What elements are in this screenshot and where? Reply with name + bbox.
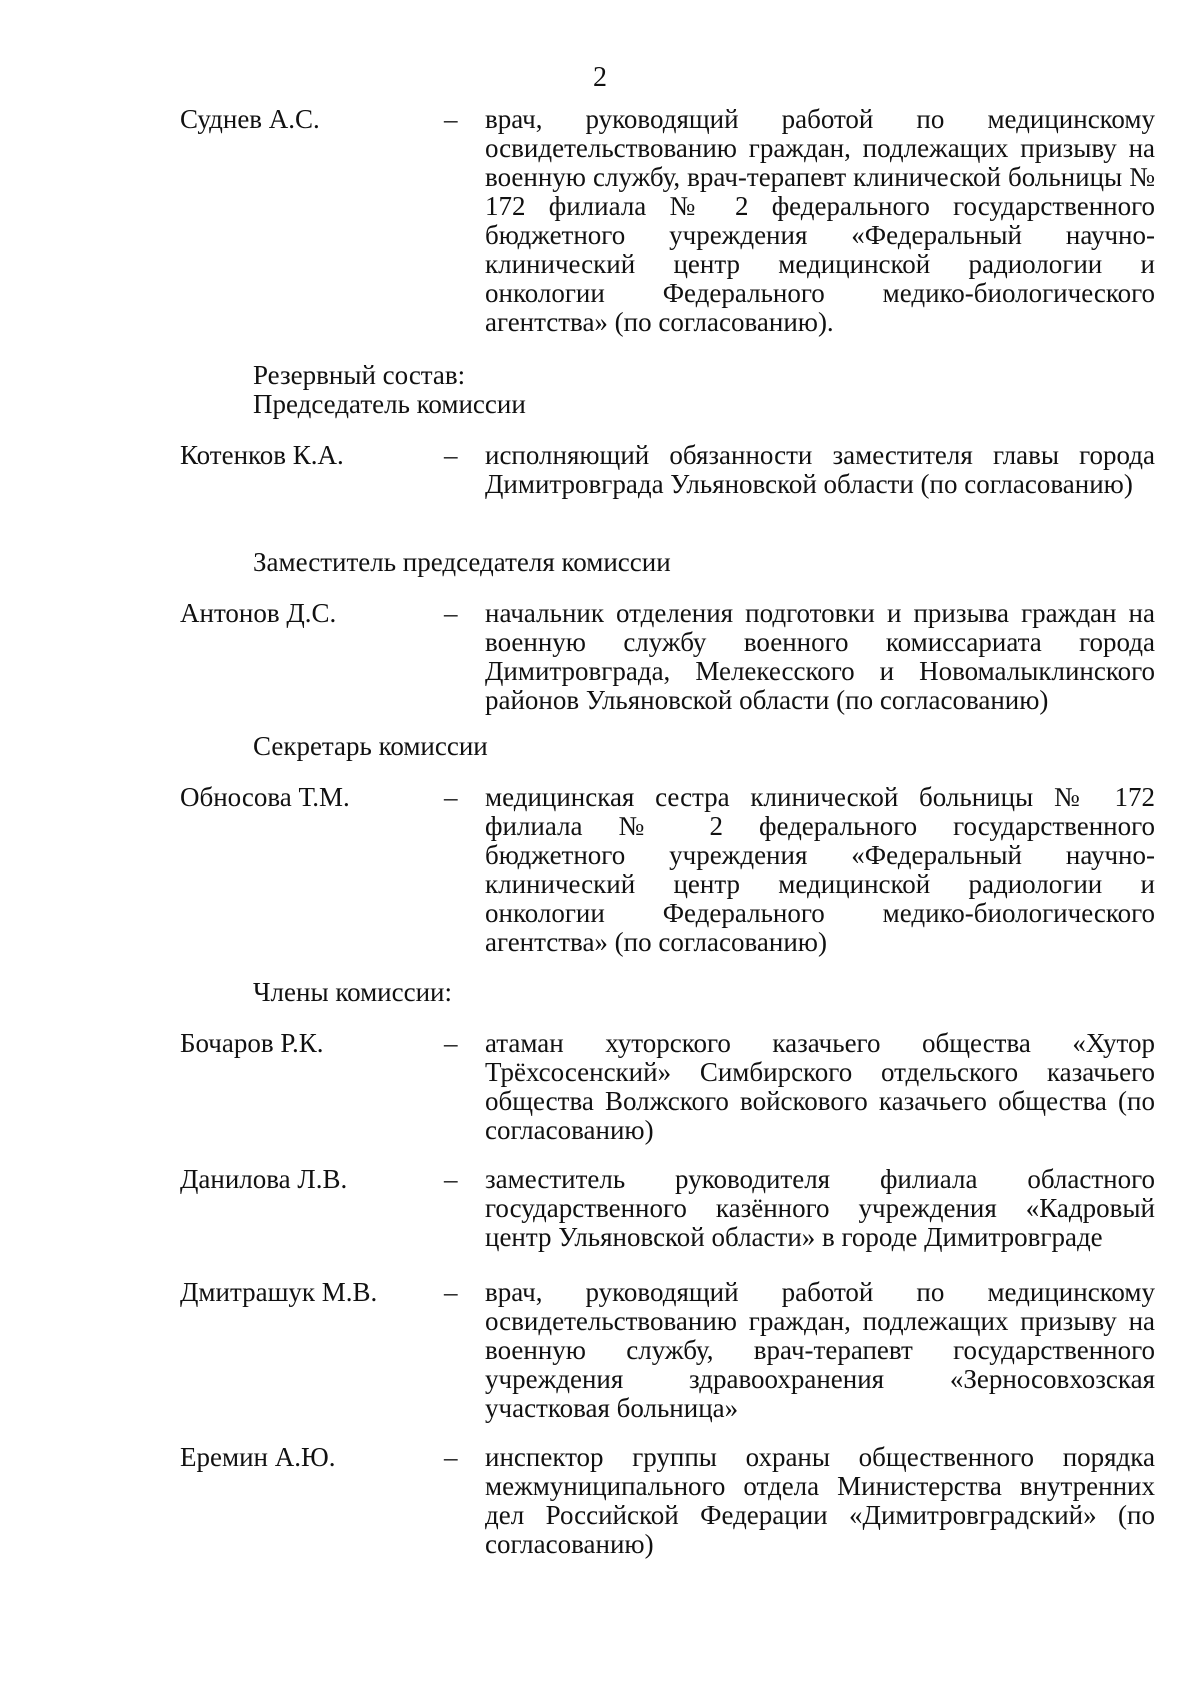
dash-separator: – bbox=[444, 1164, 458, 1194]
dash-separator: – bbox=[444, 598, 458, 628]
member-name: Данилова Л.В. bbox=[180, 1164, 348, 1194]
dash-separator: – bbox=[444, 104, 458, 134]
member-name: Еремин А.Ю. bbox=[180, 1442, 336, 1472]
member-name: Суднев А.С. bbox=[180, 104, 320, 134]
dash-separator: – bbox=[444, 1028, 458, 1058]
heading-chairman: Председатель комиссии bbox=[253, 389, 526, 419]
member-name: Бочаров Р.К. bbox=[180, 1028, 324, 1058]
member-description: медицинская сестра клинической больницы № 172 филиала № 2 федерального государственного бюджетного учреждения «Федеральный научно-клинический центр медицинской радиологии и онкологии Федерального медико-биологического агентства» (по согласованию) bbox=[485, 782, 1155, 957]
heading-secretary: Секретарь комиссии bbox=[253, 731, 488, 761]
member-name: Обносова Т.М. bbox=[180, 782, 350, 812]
member-description: атаман хуторского казачьего общества «Хутор Трёхсосенский» Симбирского отдельского казачьего общества Волжского войскового казачьего общества (по согласованию) bbox=[485, 1028, 1155, 1145]
heading-members: Члены комиссии: bbox=[253, 977, 452, 1007]
page-number: 2 bbox=[593, 62, 607, 93]
dash-separator: – bbox=[444, 440, 458, 470]
member-name: Антонов Д.С. bbox=[180, 598, 337, 628]
dash-separator: – bbox=[444, 1277, 458, 1307]
heading-deputy-chairman: Заместитель председателя комиссии bbox=[253, 547, 671, 577]
member-description: врач, руководящий работой по медицинскому освидетельствованию граждан, подлежащих призыву на военную службу, врач-терапевт клинической больницы № 172 филиала № 2 федерального государственного бюджетного учреждения «Федеральный научно-клинический центр медицинской радиологии и онкологии Федерального медико-биологического агентства» (по согласованию). bbox=[485, 104, 1155, 337]
member-description: заместитель руководителя филиала областного государственного казённого учреждения «Кадровый центр Ульяновской области» в городе Димитровграде bbox=[485, 1164, 1155, 1252]
member-description: врач, руководящий работой по медицинскому освидетельствованию граждан, подлежащих призыву на военную службу, врач-терапевт государственного учреждения здравоохранения «Зерносовхозская участковая больница» bbox=[485, 1277, 1155, 1423]
heading-reserve-composition: Резервный состав: bbox=[253, 360, 466, 390]
dash-separator: – bbox=[444, 782, 458, 812]
member-description: инспектор группы охраны общественного порядка межмуниципального отдела Министерства внутренних дел Российской Федерации «Димитровградский» (по согласованию) bbox=[485, 1442, 1155, 1559]
member-name: Дмитрашук М.В. bbox=[180, 1277, 378, 1307]
dash-separator: – bbox=[444, 1442, 458, 1472]
member-name: Котенков К.А. bbox=[180, 440, 344, 470]
member-description: исполняющий обязанности заместителя главы города Димитровграда Ульяновской области (по согласованию) bbox=[485, 440, 1155, 499]
member-description: начальник отделения подготовки и призыва граждан на военную службу военного комиссариата города Димитровграда, Мелекесского и Новомалыклинского районов Ульяновской области (по согласованию) bbox=[485, 598, 1155, 715]
